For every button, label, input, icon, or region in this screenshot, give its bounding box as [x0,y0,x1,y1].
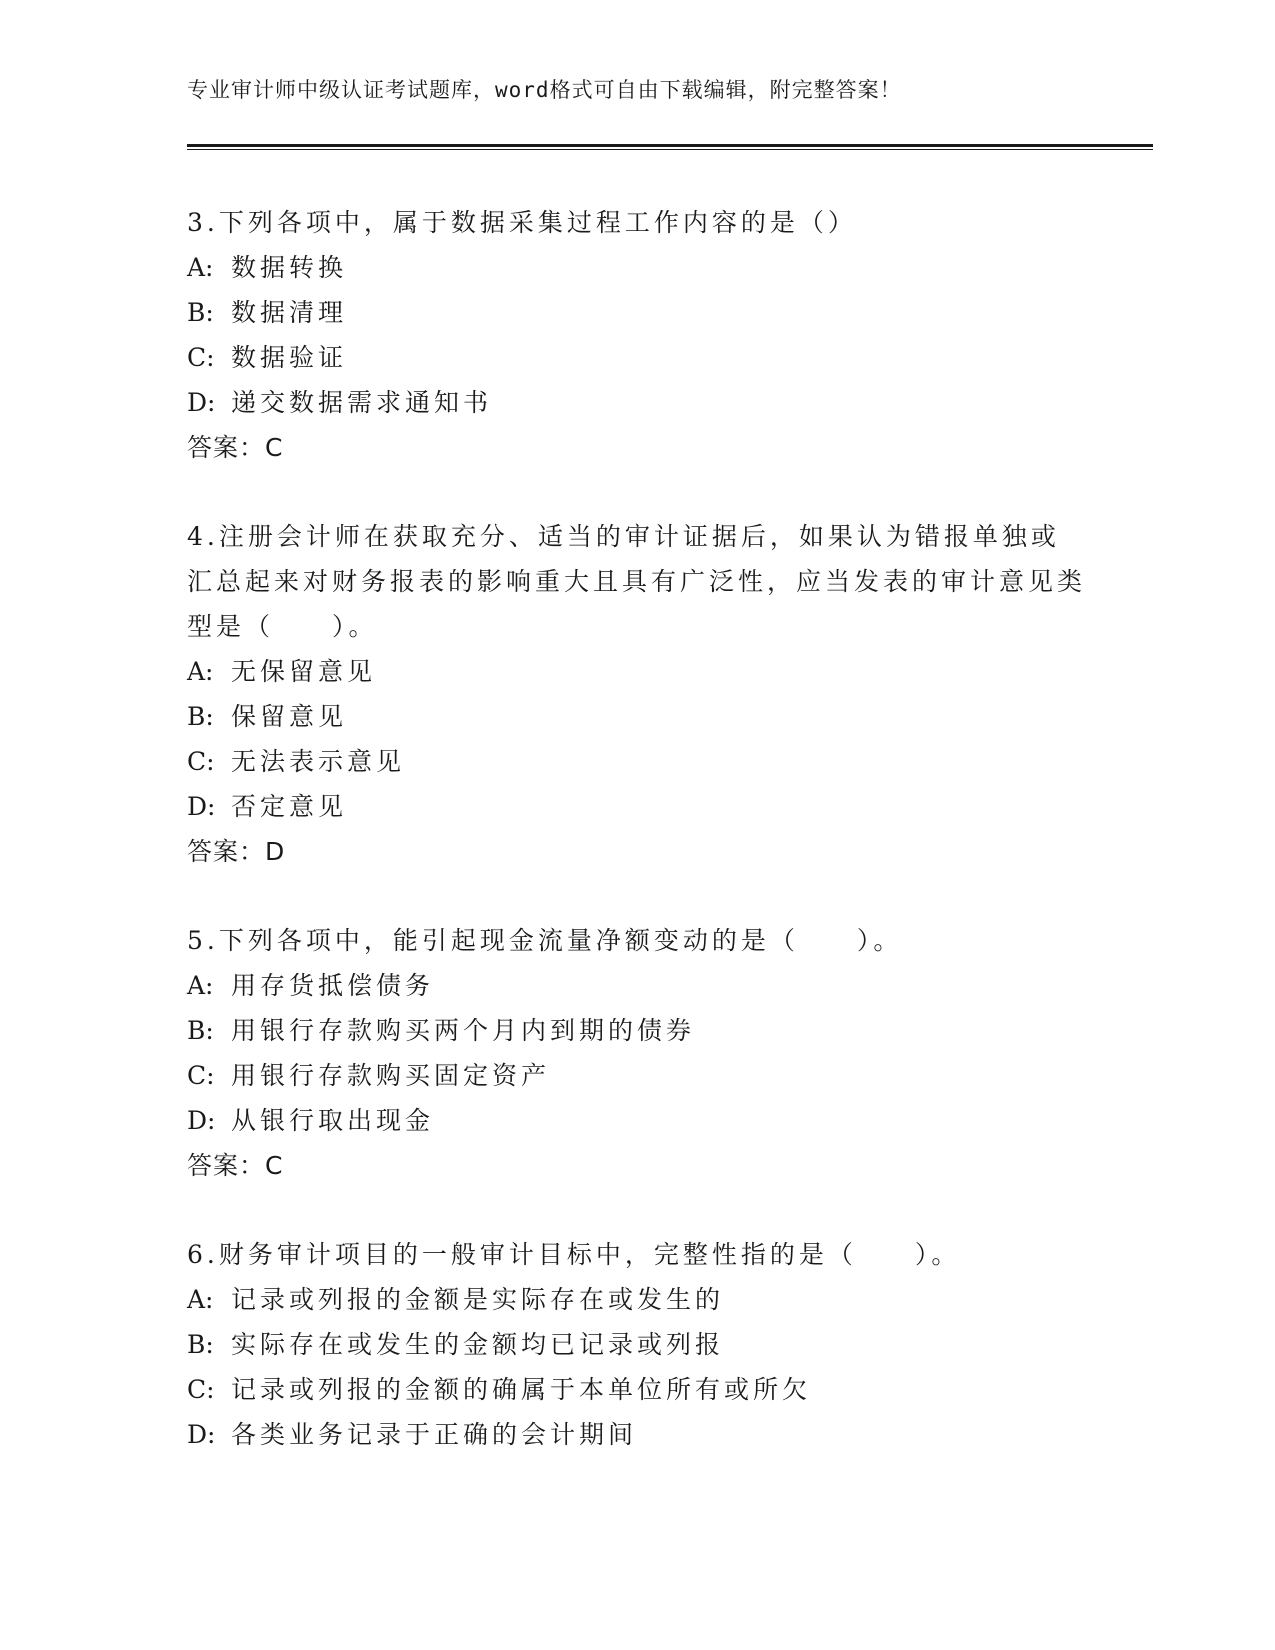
option-text: 记录或列报的金额的确属于本单位所有或所欠 [231,1375,812,1404]
option-letter: C: [187,747,215,776]
option-d [187,1098,1087,1143]
option-letter: C: [187,1061,215,1090]
option-text: 数据清理 [231,298,348,327]
question-stem: 3.下列各项中，属于数据采集过程工作内容的是（） [187,208,857,237]
option-letter: D: [187,792,216,821]
option-d [187,380,1087,425]
option-b [187,1322,1087,1367]
option-letter: A: [187,971,214,1000]
question-stem: 6.财务审计项目的一般审计目标中，完整性指的是（ ）。 [187,1240,961,1269]
option-a [187,963,1087,1008]
option-a [187,1277,1087,1322]
option-d [187,1412,1087,1457]
option-text: 用银行存款购买固定资产 [231,1061,551,1090]
option-text: 递交数据需求通知书 [231,388,493,417]
option-letter: D: [187,1106,216,1135]
option-letter: A: [187,1285,214,1314]
option-a [187,649,1087,694]
question-5 [187,918,1087,1188]
option-text: 实际存在或发生的金额均已记录或列报 [231,1330,725,1359]
option-b [187,1008,1087,1053]
option-a [187,245,1087,290]
option-text: 保留意见 [231,702,348,731]
answer-line: 答案：D [187,837,286,866]
answer-line: 答案：C [187,433,284,462]
option-text: 数据验证 [231,343,348,372]
option-text: 用存货抵偿债务 [231,971,435,1000]
option-letter: C: [187,1375,215,1404]
option-letter: C: [187,343,215,372]
option-letter: D: [187,1420,216,1449]
option-d [187,784,1087,829]
answer-line: 答案：C [187,1151,284,1180]
option-text: 从银行取出现金 [231,1106,435,1135]
question-6 [187,1232,1087,1457]
header-rule-thick [187,144,1153,147]
header-rule-thin [187,149,1153,150]
question-list [187,200,1087,1501]
question-4 [187,514,1087,874]
option-text: 无法表示意见 [231,747,406,776]
option-letter: B: [187,702,214,731]
question-stem: 4.注册会计师在获取充分、适当的审计证据后，如果认为错报单独或汇总起来对财务报表的影响重大且具有广泛性，应当发表的审计意见类型是（ ）。 [187,522,1087,641]
option-text: 用银行存款购买两个月内到期的债券 [231,1016,696,1045]
option-text: 否定意见 [231,792,348,821]
option-b [187,290,1087,335]
option-b [187,694,1087,739]
option-text: 记录或列报的金额是实际存在或发生的 [231,1285,725,1314]
option-letter: A: [187,657,214,686]
option-c [187,1367,1087,1412]
option-text: 无保留意见 [231,657,377,686]
option-letter: A: [187,253,214,282]
option-c [187,739,1087,784]
question-stem: 5.下列各项中，能引起现金流量净额变动的是（ ）。 [187,926,903,955]
option-letter: D: [187,388,216,417]
option-text: 数据转换 [231,253,348,282]
option-letter: B: [187,1016,214,1045]
option-letter: B: [187,1330,214,1359]
option-c [187,335,1087,380]
option-c [187,1053,1087,1098]
option-letter: B: [187,298,214,327]
option-text: 各类业务记录于正确的会计期间 [231,1420,638,1449]
page-header: 专业审计师中级认证考试题库，word格式可自由下载编辑，附完整答案！ [187,78,902,102]
question-3 [187,200,1087,470]
